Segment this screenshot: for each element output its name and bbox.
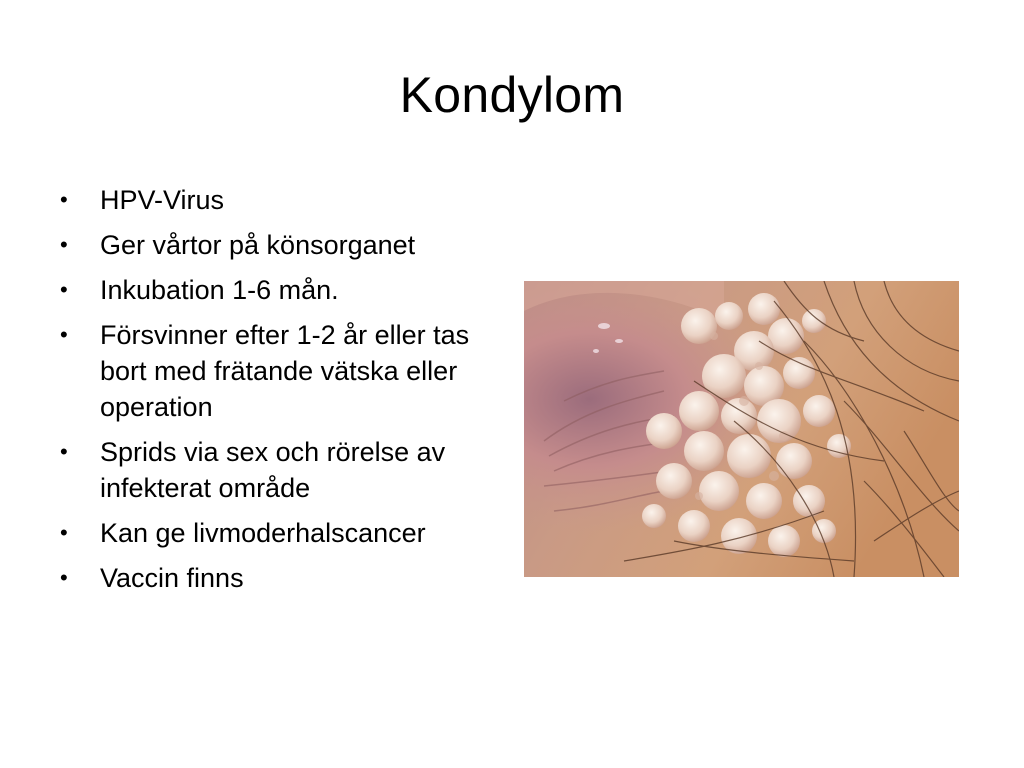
list-item (56, 317, 506, 425)
list-item (56, 272, 506, 308)
medical-photo-illustration (524, 281, 959, 577)
slide-title: Kondylom (399, 67, 625, 123)
bullet-icon: • (60, 439, 68, 464)
list-item (56, 227, 506, 263)
bullet-text: Kan ge livmoderhalscancer (100, 518, 426, 548)
bullet-text: HPV-Virus (100, 185, 225, 215)
list-item (56, 560, 506, 596)
bullet-icon: • (60, 322, 68, 347)
bullet-icon: • (60, 277, 68, 302)
list-item (56, 434, 506, 506)
bullet-icon: • (60, 520, 68, 545)
bullet-icon: • (60, 187, 68, 212)
list-item (56, 182, 506, 218)
bullet-list (56, 182, 506, 605)
bullet-icon: • (60, 565, 68, 590)
bullet-text: Sprids via sex och rörelse av infekterat område (100, 437, 446, 503)
bullet-text: Inkubation 1-6 mån. (100, 275, 339, 305)
bullet-text: Försvinner efter 1-2 år eller tas bort med frätande vätska eller operation (100, 320, 470, 422)
bullet-text: Ger vårtor på könsorganet (100, 230, 416, 260)
medical-photo (524, 281, 959, 577)
bullet-icon: • (60, 232, 68, 257)
list-item (56, 515, 506, 551)
bullet-text: Vaccin finns (100, 563, 244, 593)
